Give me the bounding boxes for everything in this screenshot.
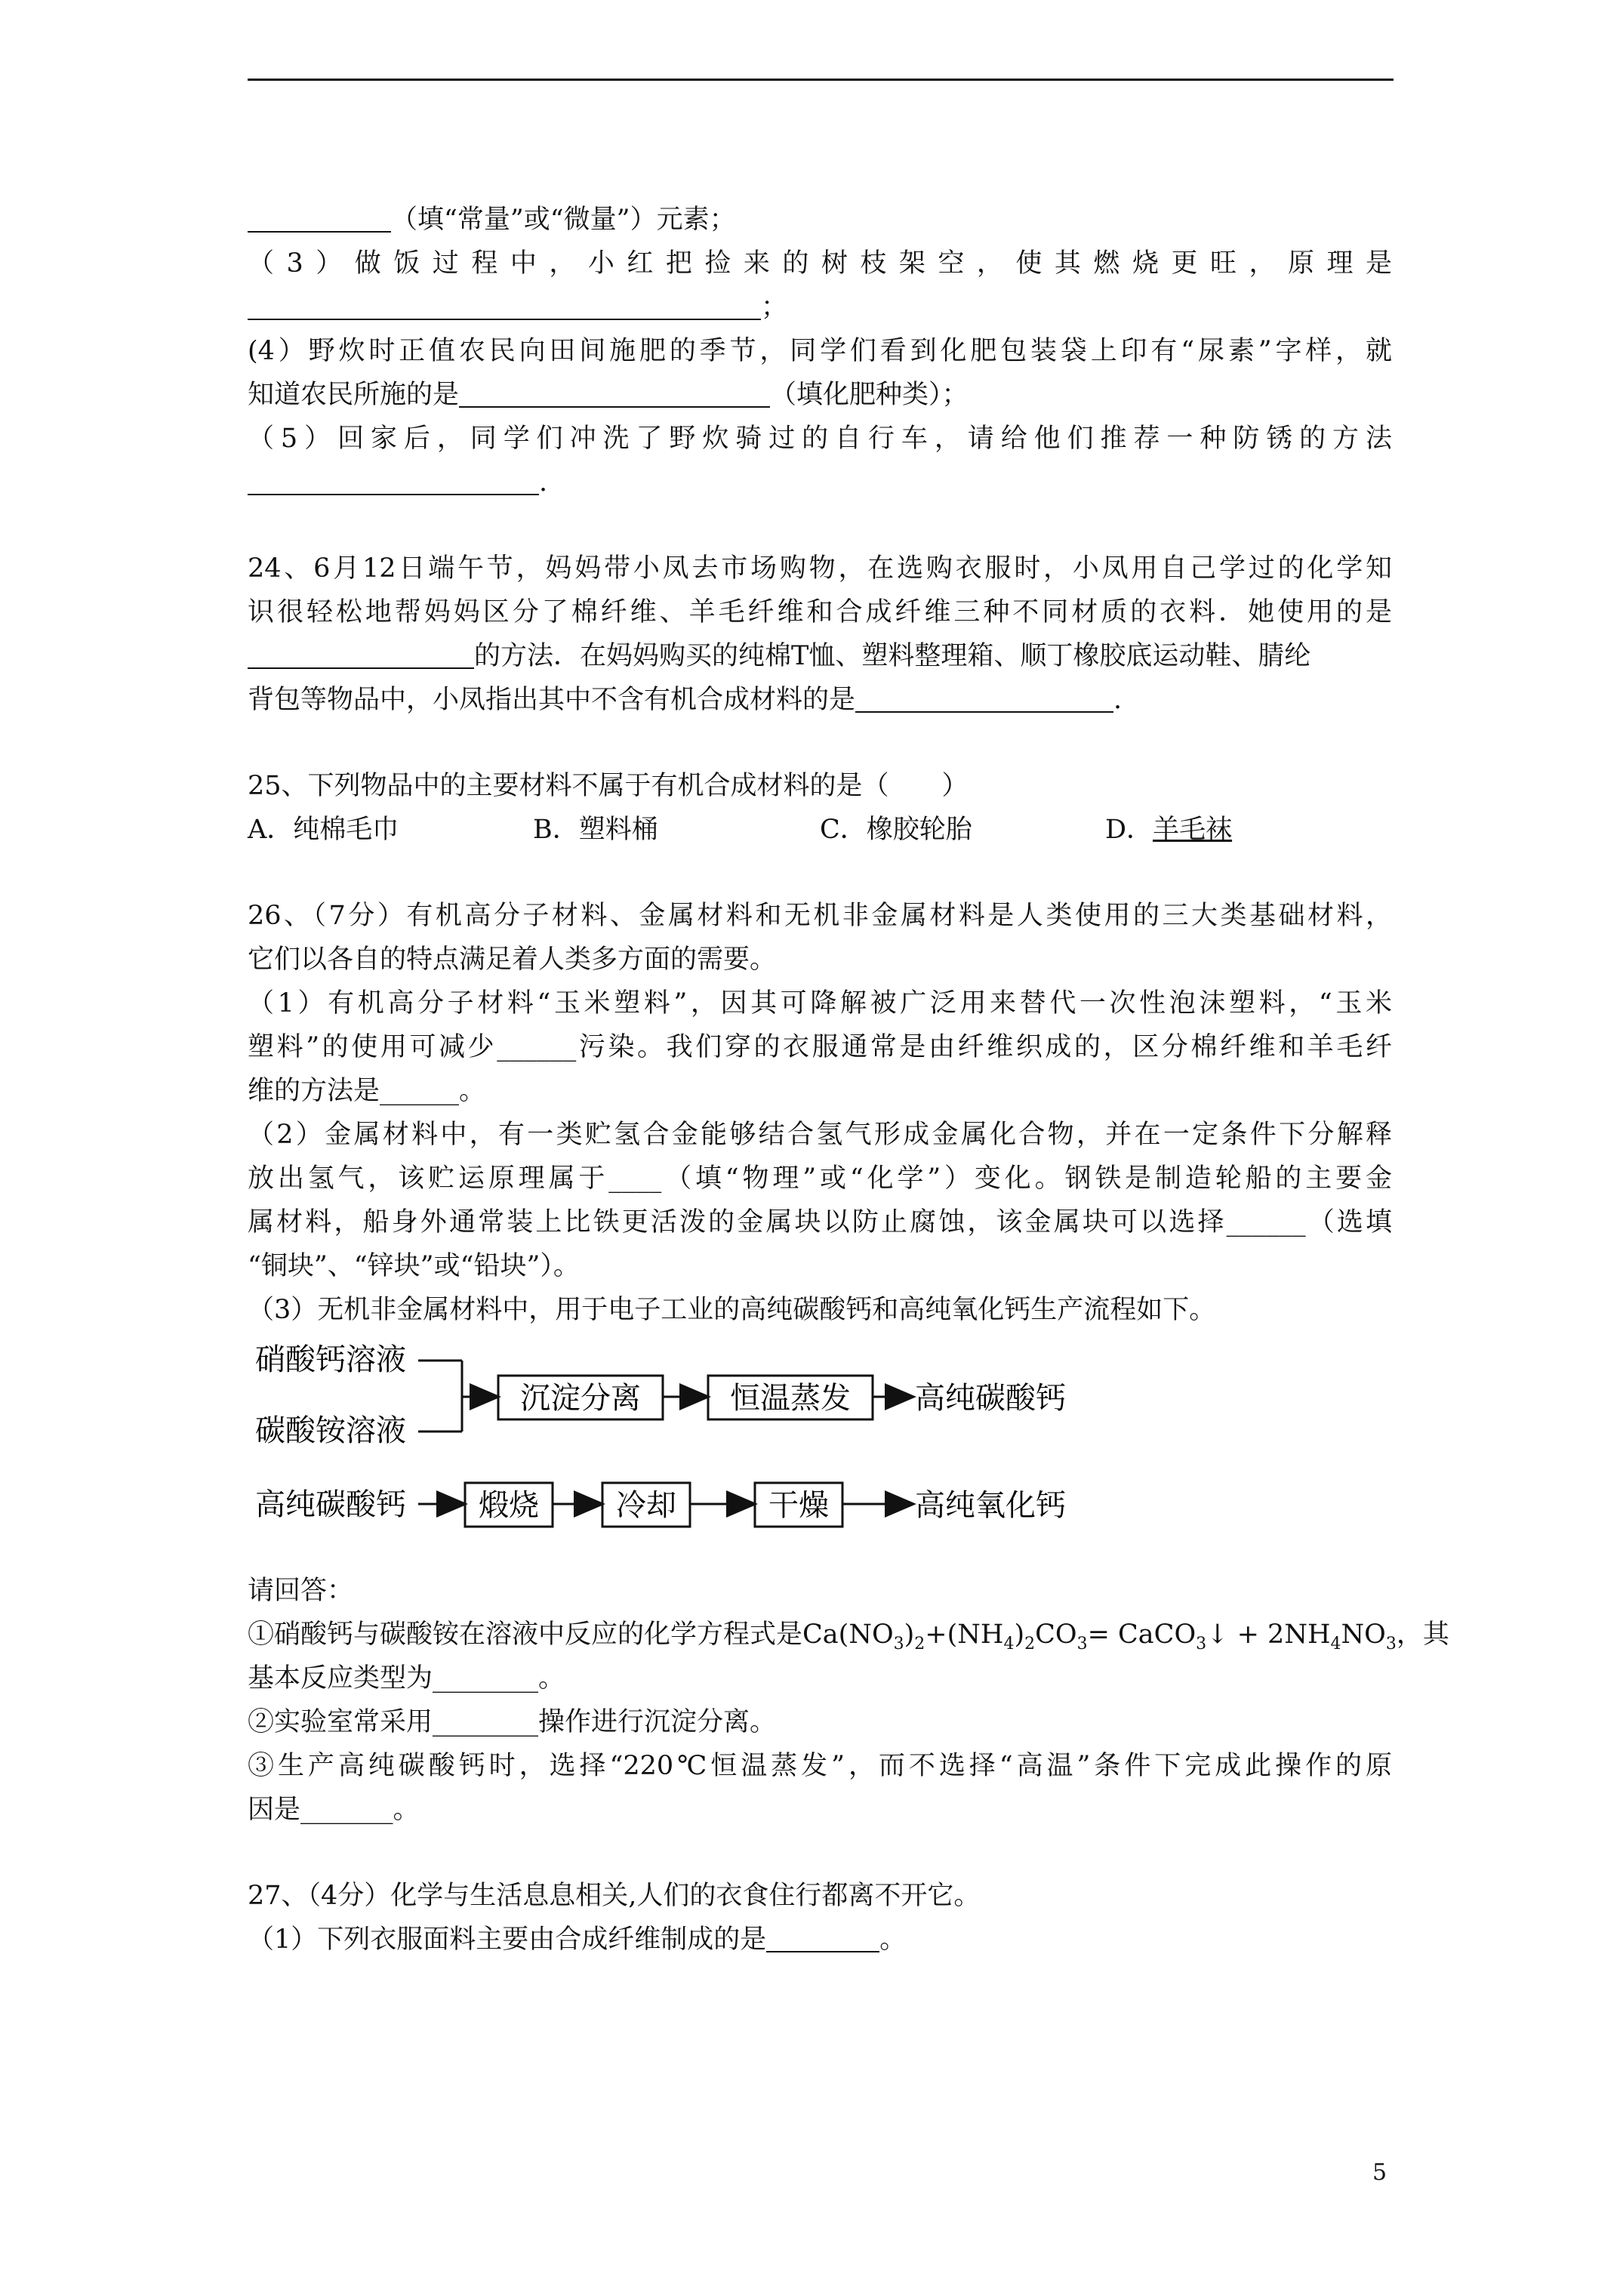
q26-p1-line-2: 塑料”的使用可减少______污染。我们穿的衣服通常是由纤维织成的，区分棉纤维和羊毛纤 — [248, 1032, 1392, 1062]
production-flowchart — [248, 1336, 1392, 1563]
answer-blank — [459, 379, 770, 408]
page-number: 5 — [1372, 2159, 1387, 2186]
flow-output-calcium-carbonate: 高纯碳酸钙 — [915, 1381, 1066, 1416]
flow2-start: 高纯碳酸钙 — [255, 1487, 406, 1522]
q27-line-2: （1）下列衣服面料主要由合成纤维制成的是 。 — [248, 1925, 907, 1955]
flow-step-evaporation: 恒温蒸发 — [730, 1381, 851, 1416]
answer-intro: 请回答： — [248, 1576, 354, 1606]
q26-line-2: 它们以各自的特点满足着人类多方面的需要。 — [248, 945, 777, 975]
answer-blank — [248, 640, 474, 669]
q26-a3-line-1: ③生产高纯碳酸钙时，选择“220℃恒温蒸发”，而不选择“高温”条件下完成此操作的原 — [248, 1751, 1392, 1781]
answer-blank — [766, 1924, 879, 1952]
q24-line-2: 识很轻松地帮妈妈区分了棉纤维、羊毛纤维和合成纤维三种不同材质的衣料．她使用的是 — [248, 597, 1392, 627]
answer-blank — [855, 684, 1113, 713]
q26-p1-line-3: 维的方法是______。 — [248, 1076, 486, 1106]
q26-p2-line-4: “铜块”、“锌块”或“铅块”）。 — [248, 1251, 580, 1281]
choice-c: C．橡胶轮胎 — [820, 815, 972, 845]
q23-part5-blank-line: . — [248, 461, 1392, 504]
choice-a: A．纯棉毛巾 — [248, 815, 399, 845]
q26-p2-line-3: 属材料，船身外通常装上比铁更活泼的金属块以防止腐蚀，该金属块可以选择______（选填 — [248, 1207, 1392, 1237]
q27-line-1: 27、（4分）化学与生活息息相关,人们的衣食住行都离不开它。 — [248, 1881, 981, 1911]
choice-d: D．羊毛袜 — [1105, 815, 1233, 845]
q23-part5: （5）回家后，同学们冲洗了野炊骑过的自行车，请给他们推荐一种防锈的方法 — [248, 424, 1392, 454]
q25-choices — [248, 808, 1392, 852]
flow-input-ammonium-carbonate: 碳酸铵溶液 — [255, 1413, 406, 1448]
flowchart-svg — [248, 1336, 1392, 1563]
header-rule — [248, 79, 1394, 81]
q24-line-1: 24、6月12日端午节，妈妈带小凤去市场购物，在选购衣服时，小凤用自己学过的化学知 — [248, 553, 1392, 584]
q26-a2: ②实验室常采用________操作进行沉淀分离。 — [248, 1707, 777, 1737]
flow-step-cooling: 冷却 — [616, 1488, 676, 1523]
q26-p3-line-1: （3）无机非金属材料中，用于电子工业的高纯碳酸钙和高纯氧化钙生产流程如下。 — [248, 1295, 1216, 1325]
q24-line-3: 的方法．在妈妈购买的纯棉T恤、塑料整理箱、顺丁橡胶底运动鞋、腈纶 — [248, 634, 1392, 678]
answer-blank — [248, 291, 761, 320]
answer-blank — [248, 204, 391, 233]
q25-stem: 25、下列物品中的主要材料不属于有机合成材料的是（ ） — [248, 771, 969, 801]
q26-a1-line-1: ①硝酸钙与碳酸铵在溶液中反应的化学方程式是$Ca(NO_3)_2+(NH_4)_2CO_3=$ CaCO$_3$↓ + $2NH_4NO_3$，其 — [248, 1620, 1449, 1653]
q26-p2-line-1: （2）金属材料中，有一类贮氢合金能够结合氢气形成金属化合物，并在一定条件下分解释 — [248, 1120, 1392, 1150]
q26-p1-line-1: （1）有机高分子材料“玉米塑料”，因其可降解被广泛用来替代一次性泡沫塑料，“玉米 — [248, 988, 1392, 1019]
q23-part4-line-1: (4）野炊时正值农民向田间施肥的季节，同学们看到化肥包装袋上印有“尿素”字样，就 — [248, 336, 1392, 366]
q23-part4-line-2: 知道农民所施的是 （填化肥种类）； — [248, 380, 969, 410]
flow-input-calcium-nitrate: 硝酸钙溶液 — [255, 1342, 406, 1377]
choice-b: B．塑料桶 — [533, 815, 658, 845]
flow-step-drying: 干燥 — [768, 1488, 829, 1523]
q26-a1-line-2: 基本反应类型为________。 — [248, 1663, 565, 1693]
flow-step-precipitation: 沉淀分离 — [520, 1381, 641, 1416]
q23-part3: （3）做饭过程中，小红把捡来的树枝架空，使其燃烧更旺，原理是 — [248, 248, 1392, 279]
answer-blank — [248, 467, 539, 495]
q24-line-4: 背包等物品中，小凤指出其中不含有机合成材料的是 . — [248, 685, 1123, 715]
q23-line-1: （填“常量”或“微量”）元素； — [248, 198, 1392, 242]
q23-part3-blank-line: ； — [248, 285, 1392, 329]
q26-p2-line-2: 放出氢气，该贮运原理属于____（填“物理”或“化学”）变化。钢铁是制造轮船的主要金 — [248, 1163, 1392, 1194]
q26-line-1: 26、（7分）有机高分子材料、金属材料和无机非金属材料是人类使用的三大类基础材料， — [248, 901, 1392, 931]
flow-step-calcination: 煅烧 — [479, 1488, 539, 1523]
document-body — [248, 198, 1449, 1962]
flow-output-calcium-oxide: 高纯氧化钙 — [915, 1488, 1066, 1523]
q26-a3-line-2: 因是_______。 — [248, 1795, 420, 1825]
